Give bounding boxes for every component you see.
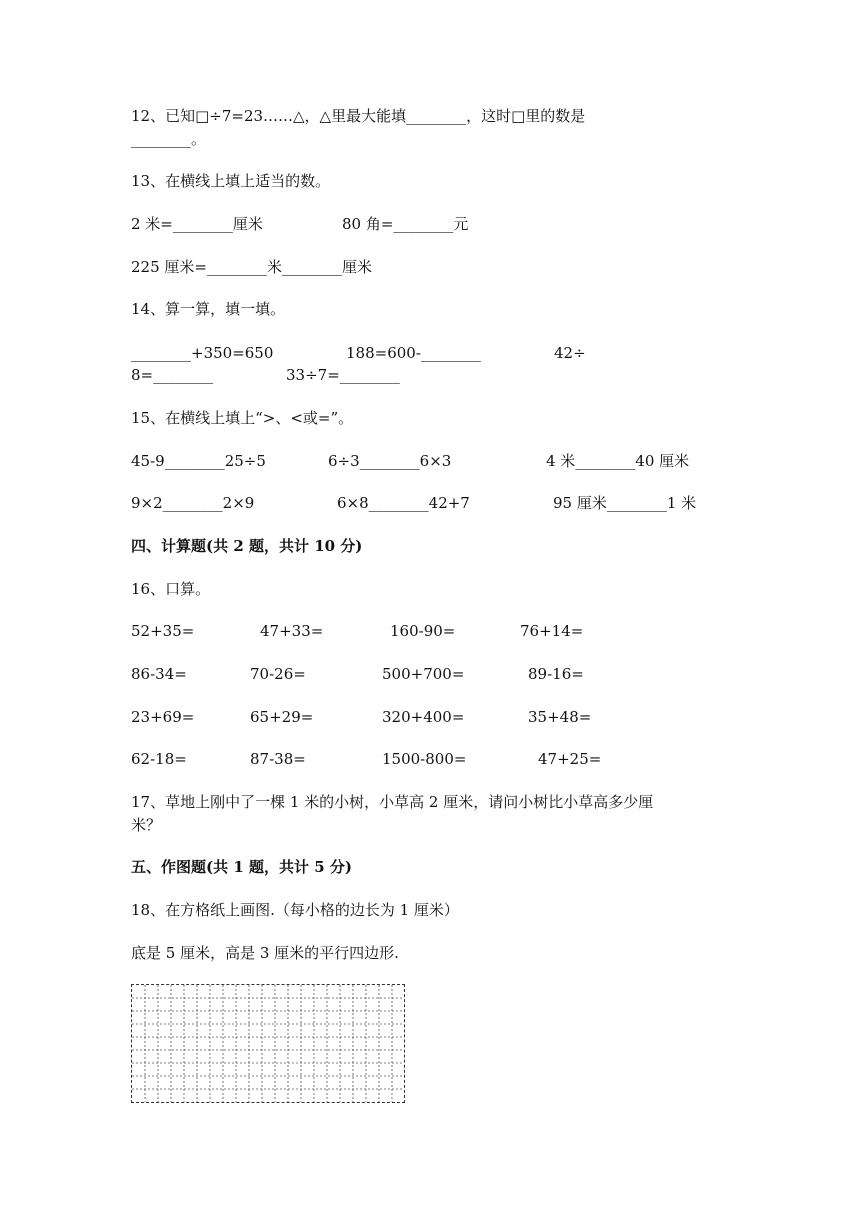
q18-title: 18、在方格纸上画图.（每小格的边长为 1 厘米） bbox=[131, 901, 459, 919]
q15-row1-item: 4 米________40 厘米 bbox=[546, 452, 690, 470]
q16-cell: 70-26= bbox=[250, 665, 306, 683]
q17-line1: 17、草地上刚中了一棵 1 米的小树，小草高 2 厘米，请问小树比小草高多少厘 bbox=[131, 793, 654, 811]
section-heading-calculation: 四、计算题(共 2 题，共计 10 分) bbox=[131, 537, 363, 555]
q14-item-c-part1: 42÷ bbox=[554, 344, 586, 362]
graph-paper-grid[interactable] bbox=[131, 984, 405, 1103]
q16-cell: 500+700= bbox=[382, 665, 465, 683]
q16-cell: 23+69= bbox=[131, 708, 195, 726]
q15-row2-item: 6×8________42+7 bbox=[337, 494, 470, 512]
q18-task: 底是 5 厘米，高是 3 厘米的平行四边形. bbox=[131, 944, 399, 962]
q16-cell: 47+25= bbox=[538, 750, 602, 768]
q13-item-c: 225 厘米=________米________厘米 bbox=[131, 258, 372, 276]
q15-row2-item: 95 厘米________1 米 bbox=[553, 494, 697, 512]
q17-line2: 米？ bbox=[131, 816, 162, 834]
q16-cell: 320+400= bbox=[382, 708, 465, 726]
q15-row2-item: 9×2________2×9 bbox=[131, 494, 255, 512]
section-heading-drawing: 五、作图题(共 1 题，共计 5 分) bbox=[131, 858, 352, 876]
q16-cell: 86-34= bbox=[131, 665, 187, 683]
q16-cell: 65+29= bbox=[250, 708, 314, 726]
q14-item-b: 188=600-________ bbox=[346, 344, 481, 362]
q16-cell: 35+48= bbox=[528, 708, 592, 726]
q16-cell: 62-18= bbox=[131, 750, 187, 768]
q16-cell: 76+14= bbox=[520, 622, 584, 640]
q15-title: 15、在横线上填上“>、<或=”。 bbox=[131, 409, 354, 427]
q16-cell: 160-90= bbox=[390, 622, 456, 640]
q14-item-d: 33÷7=________ bbox=[286, 366, 400, 384]
q13-title: 13、在横线上填上适当的数。 bbox=[131, 172, 331, 190]
q16-cell: 47+33= bbox=[260, 622, 324, 640]
q13-item-b: 80 角=________元 bbox=[342, 215, 469, 233]
q14-item-a: ________+350=650 bbox=[131, 344, 274, 362]
q14-item-c-part2: 8=________ bbox=[131, 366, 214, 384]
q16-title: 16、口算。 bbox=[131, 580, 211, 598]
q16-cell: 87-38= bbox=[250, 750, 306, 768]
q15-row1-item: 6÷3________6×3 bbox=[328, 452, 452, 470]
q12-line1: 12、已知□÷7=23……△，△里最大能填________，这时□里的数是 bbox=[131, 107, 586, 125]
q16-cell: 52+35= bbox=[131, 622, 195, 640]
q13-item-a: 2 米=________厘米 bbox=[131, 215, 263, 233]
q15-row1-item: 45-9________25÷5 bbox=[131, 452, 266, 470]
graph-paper-lines bbox=[132, 985, 404, 1102]
q16-cell: 1500-800= bbox=[382, 750, 467, 768]
q14-title: 14、算一算，填一填。 bbox=[131, 300, 286, 318]
q12-line2: ________。 bbox=[131, 130, 207, 148]
q16-cell: 89-16= bbox=[528, 665, 584, 683]
